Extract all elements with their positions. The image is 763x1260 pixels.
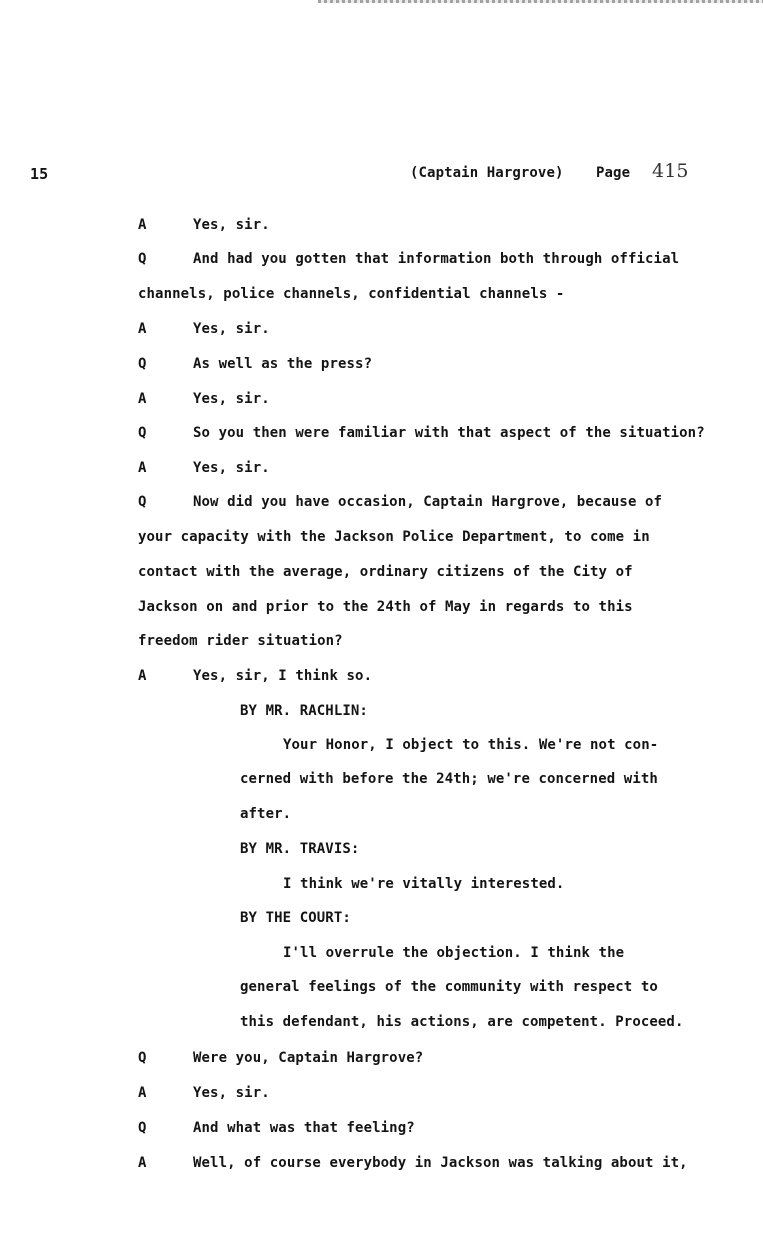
transcript-line: And had you gotten that information both through official (193, 251, 680, 267)
transcript-line: So you then were familiar with that aspect of the situation? (193, 425, 705, 441)
speaker-label: A (138, 217, 147, 233)
transcript-line: Yes, sir. (193, 217, 270, 233)
speaker-heading: BY MR. TRAVIS: (240, 841, 360, 857)
transcript-line: I'll overrule the objection. I think the (283, 945, 625, 961)
top-edge-artifact (318, 0, 763, 3)
transcript-line: cerned with before the 24th; we're concerned with (240, 771, 658, 787)
transcript-line: general feelings of the community with respect to (240, 979, 658, 995)
transcript-line: Yes, sir. (193, 391, 270, 407)
speaker-label: A (138, 1155, 147, 1171)
speaker-label: Q (138, 1120, 147, 1136)
speaker-label: Q (138, 425, 147, 441)
transcript-line: Well, of course everybody in Jackson was talking about it, (193, 1155, 688, 1171)
transcript-line: your capacity with the Jackson Police Department, to come in (138, 529, 650, 545)
transcript-line: As well as the press? (193, 356, 373, 372)
witness-title: (Captain Hargrove) (410, 165, 564, 181)
transcript-line: I think we're vitally interested. (283, 876, 565, 892)
transcript-line: Yes, sir, I think so. (193, 668, 373, 684)
transcript-line: Now did you have occasion, Captain Hargrove, because of (193, 494, 663, 510)
page-label: Page (596, 165, 631, 181)
speaker-label: Q (138, 494, 147, 510)
line-number: 15 (30, 165, 49, 183)
transcript-line: Your Honor, I object to this. We're not con- (283, 737, 659, 753)
speaker-label: Q (138, 1050, 147, 1066)
transcript-line: Yes, sir. (193, 460, 270, 476)
transcript-line: freedom rider situation? (138, 633, 343, 649)
transcript-line: Jackson on and prior to the 24th of May in regards to this (138, 599, 633, 615)
speaker-label: A (138, 391, 147, 407)
transcript-line: And what was that feeling? (193, 1120, 415, 1136)
transcript-line: after. (240, 806, 292, 822)
transcript-line: contact with the average, ordinary citizens of the City of (138, 564, 633, 580)
speaker-label: A (138, 460, 147, 476)
transcript-line: Were you, Captain Hargrove? (193, 1050, 424, 1066)
speaker-label: Q (138, 356, 147, 372)
transcript-line: Yes, sir. (193, 321, 270, 337)
transcript-line: Yes, sir. (193, 1085, 270, 1101)
transcript-line: channels, police channels, confidential channels - (138, 286, 565, 302)
speaker-label: A (138, 668, 147, 684)
speaker-label: A (138, 321, 147, 337)
speaker-label: A (138, 1085, 147, 1101)
page-number: 415 (652, 160, 689, 182)
speaker-heading: BY THE COURT: (240, 910, 351, 926)
transcript-line: this defendant, his actions, are competent. Proceed. (240, 1014, 684, 1030)
speaker-label: Q (138, 251, 147, 267)
speaker-heading: BY MR. RACHLIN: (240, 703, 368, 719)
